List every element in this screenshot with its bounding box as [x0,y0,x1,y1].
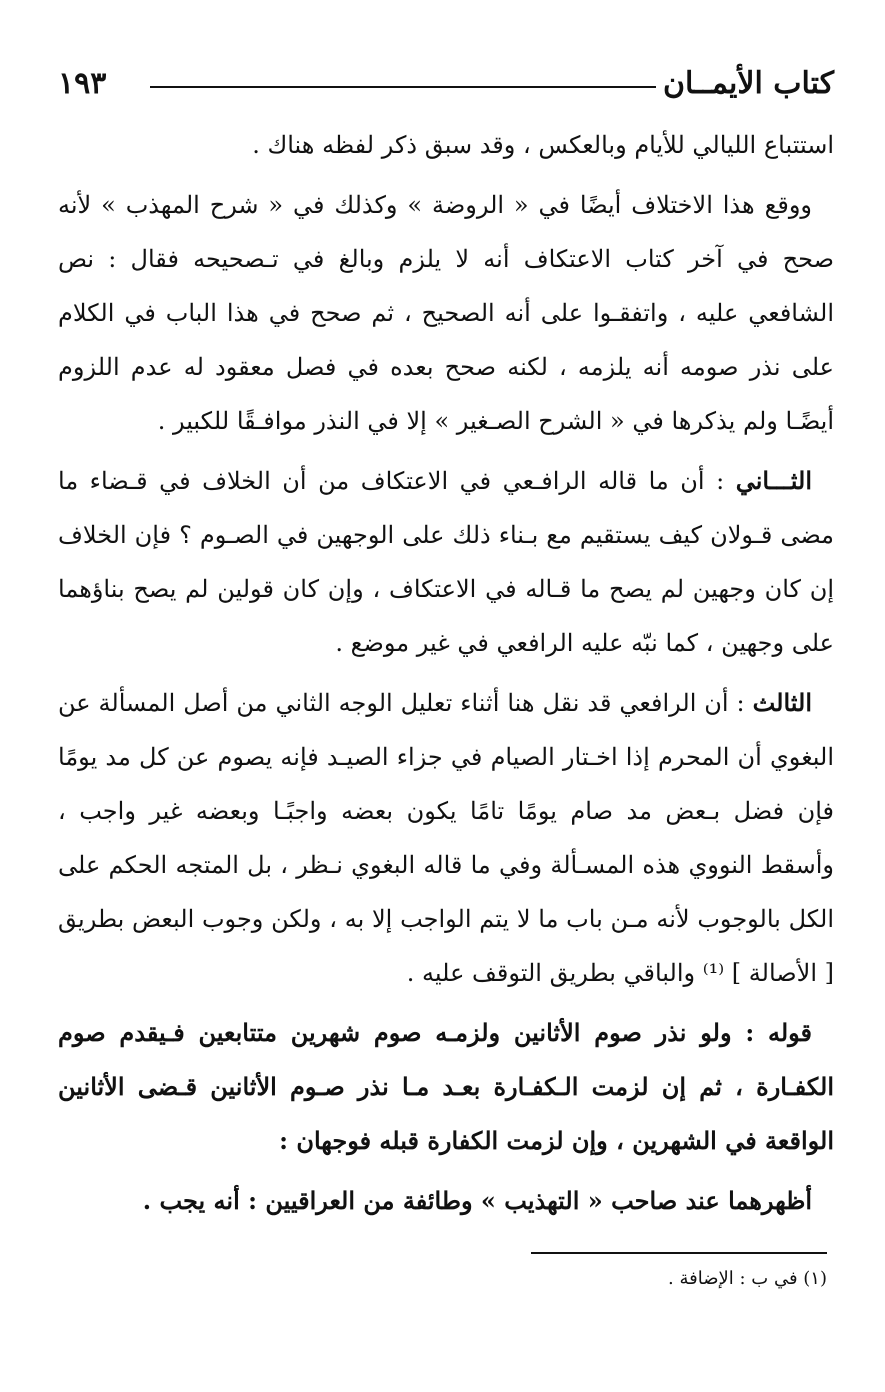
paragraph-6 [58,1174,834,1228]
paragraph-1 [58,118,834,172]
paragraph-4 [58,676,834,1000]
header-rule [150,86,656,88]
footnote-1-text: (١) في ب : الإضافة . [668,1268,827,1289]
paragraph-3-text: : أن ما قاله الرافـعي في الاعتكاف من أن الخلاف في قـضاء ما مضى قـولان كيف يستقيم مع بـناء ذلك على الوجهين في الصـوم ؟ فإن الخلاف إن كان وجهين لم يصح ما قـاله في الاعتكاف ، وإن كان قولين لم يصح بناؤهما على وجهين ، كما نبّه عليه الرافعي في غير موضع . [58,467,834,657]
page-number: ١٩٣ [58,66,107,101]
paragraph-3 [58,454,834,670]
footnote-rule [531,1252,827,1254]
paragraph-5-text: قوله : ولو نذر صوم الأثانين ولزمـه صوم شهرين متتابعين فـيقدم صوم الكفـارة ، ثم إن لزمت الـكفـارة بعـد مـا نذر صـوم الأثانين قـضى الأثانين الواقعة في الشهرين ، وإن لزمت الكفارة قبله فوجهان : [58,1018,834,1155]
body-text [58,118,834,1234]
footnote [51,1262,827,1296]
paragraph-2-text: ووقع هذا الاختلاف أيضًا في « الروضة » وكذلك في « شرح المهذب » لأنه صحح في آخر كتاب الاعتكاف أنه لا يلزم وبالغ في تـصحيحه فقال : نص الشافعي عليه ، واتفقـوا على أنه الصحيح ، ثم صحح في هذا الباب في الكلام على نذر صومه أنه يلزمه ، لكنه صحح بعده في فصل معقود له عدم اللزوم أيضًـا ولم يذكرها في « الشرح الصـغير » إلا في النذر موافـقًا للكبير . [58,191,834,435]
paragraph-1-text: استتباع الليالي للأيام وبالعكس ، وقد سبق ذكر لفظه هناك . [252,131,834,159]
page-header [58,62,834,106]
paragraph-3-lead: الثـــاني [735,466,812,495]
paragraph-2 [58,178,834,448]
running-title: كتاب الأيمــان [662,66,834,101]
paragraph-4-text: : أن الرافعي قد نقل هنا أثناء تعليل الوجه الثاني من أصل المسألة عن البغوي أن المحرم إذا اخـتار الصيام في جزاء الصيـد فإنه يصوم عن كل مد يومًا فإن فضل بـعض مد صام يومًا تامًا يكون بعضه واجبًـا وبعضه غير واجب ، وأسقط النووي هذه المسـألة وفي ما قاله البغوي نـظر ، بل المتجه الحكم على الكل بالوجوب لأنه مـن باب ما لا يتم الواجب إلا به ، ولكن وجوب البعض بطريق [ الأصالة ] ⁽¹⁾ والباقي بطريق التوقف عليه . [58,689,834,987]
paragraph-4-lead: الثالث [752,688,812,717]
paragraph-6-text: أظهرهما عند صاحب « التهذيب » وطائفة من العراقيين : أنه يجب . [142,1186,812,1215]
paragraph-5 [58,1006,834,1168]
